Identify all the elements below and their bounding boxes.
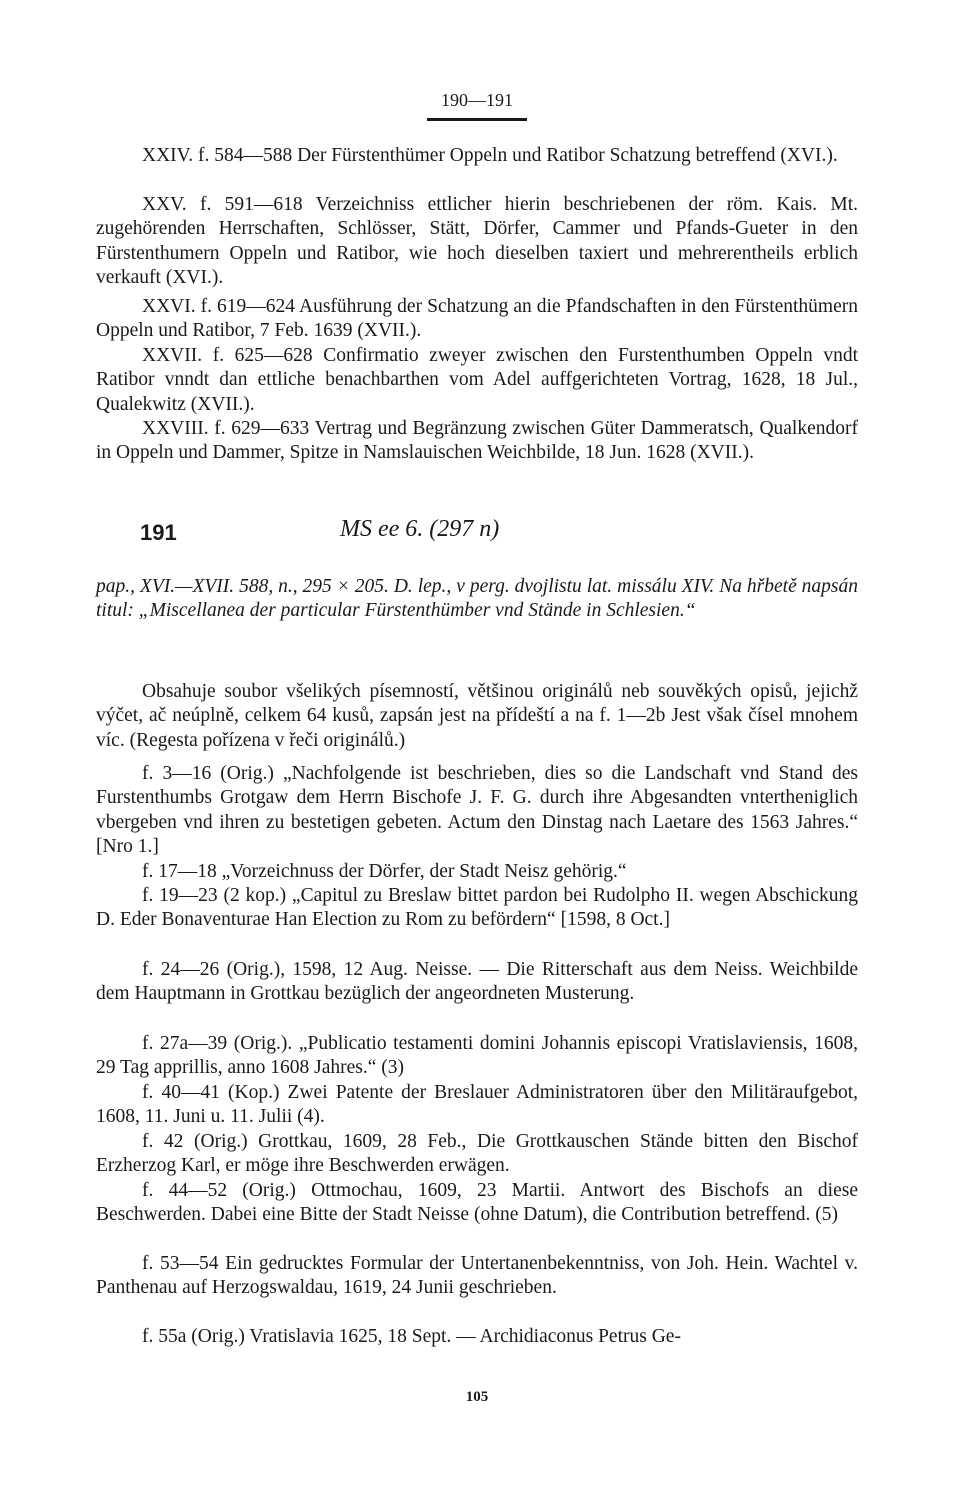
section-heading [140, 516, 840, 560]
contents-intro: Obsahuje soubor všelikých písemností, většinou originálů neb souvěkých opisů, jejichž výčet, ač neúplně, celkem 64 kusů, zapsán jest na přídeští a na f. 1—2b Jest však čísel mnohem víc. (Regesta pořízena v řeči originálů.) [96, 681, 858, 751]
entry-f17: f. 17—18 „Vorzeichnuss der Dörfer, der Stadt Neisz gehörig.“ [142, 861, 627, 882]
page-header: 190—191 [441, 90, 513, 110]
entry-f27: f. 27a—39 (Orig.). „Publicatio testamenti domini Johannis episcopi Vratislaviensis, 1608, 29 Tag apprillis, anno 1608 Jahres.“ (3) [96, 1033, 858, 1079]
manuscript-description: pap., XVI.—XVII. 588, n., 295 × 205. D. lep., v perg. dvojlistu lat. missálu XIV. Na hřbetě napsán titul: „Miscellanea der particular Fürstenthümber vnd Stände in Schlesien.“ [96, 576, 858, 622]
entry-xxiv: XXIV. f. 584—588 Der Fürstenthümer Oppeln und Ratibor Schatzung betreffend (XVI.). [142, 145, 838, 166]
header-rule [427, 118, 527, 121]
page-number: 105 [465, 1389, 489, 1405]
entry-f55: f. 55a (Orig.) Vratislavia 1625, 18 Sept. — Archidiaconus Petrus Ge- [142, 1326, 681, 1347]
entry-f42: f. 42 (Orig.) Grottkau, 1609, 28 Feb., Die Grottkauschen Stände bitten den Bischof Erzherzog Karl, er möge ihre Beschwerden erwägen. [96, 1131, 858, 1177]
entry-xxviii: XXVIII. f. 629—633 Vertrag und Begränzung zwischen Güter Dammeratsch, Qualkendorf in Oppeln und Dammer, Spitze in Namslauischen Weichbilde, 18 Jun. 1628 (XVII.). [96, 418, 858, 464]
entry-xxvii: XXVII. f. 625—628 Confirmatio zweyer zwischen den Furstenthumben Oppeln vndt Ratibor vnndt dan ettliche benachbarthen vom Adel auffgerichteten Vortrag, 1628, 18 Jul., Qualekwitz (XVII.). [96, 345, 858, 415]
entry-f3: f. 3—16 (Orig.) „Nachfolgende ist beschrieben, dies so die Landschaft vnd Stand des Furstenthumbs Grotgaw dem Herrn Bischofe J. F. G. durch ihre Abgesandten vntertheniglich vbergeben vnd ihren zu bestetigen gebeten. Actum den Dinstag nach Laetare des 1563 Jahres.“ [Nro 1.] [96, 763, 858, 858]
entry-xxvi: XXVI. f. 619—624 Ausführung der Schatzung an die Pfandschaften in den Fürstenthümern Oppeln und Ratibor, 7 Feb. 1639 (XVII.). [96, 296, 858, 342]
section-signature: MS ee 6. (297 n) [340, 516, 500, 542]
entry-f40: f. 40—41 (Kop.) Zwei Patente der Breslauer Administratoren über den Militäraufgebot, 1608, 11. Juni u. 11. Julii (4). [96, 1082, 858, 1128]
entry-f24: f. 24—26 (Orig.), 1598, 12 Aug. Neisse. — Die Ritterschaft aus dem Neiss. Weichbilde dem Hauptmann in Grottkau bezüglich der angeordneten Musterung. [96, 959, 858, 1005]
entry-f19: f. 19—23 (2 kop.) „Capitul zu Breslaw bittet pardon bei Rudolpho II. wegen Abschickung D. Eder Bonaventurae Han Election zu Rom zu befördern“ [1598, 8 Oct.] [96, 885, 858, 931]
entry-xxv: XXV. f. 591—618 Verzeichniss ettlicher hierin beschriebenen der röm. Kais. Mt. zugehörenden Herrschaften, Schlösser, Stätt, Dörfer, Cammer und Pfands-Gueter in den Fürstenthumern Oppeln und Ratibor, wie hoch dieselben taxiert und mehrerentheils erblich verkauft (XVI.). [96, 194, 858, 289]
entry-f53: f. 53—54 Ein gedrucktes Formular der Untertanenbekenntniss, von Joh. Hein. Wachtel v. Panthenau auf Herzogswaldau, 1619, 24 Junii geschrieben. [96, 1253, 858, 1299]
section-number: 191 [140, 520, 177, 545]
entry-f44: f. 44—52 (Orig.) Ottmochau, 1609, 23 Martii. Antwort des Bischofs an diese Beschwerden. Dabei eine Bitte der Stadt Neisse (ohne Datum), die Contribution betreffend. (5) [96, 1180, 858, 1226]
